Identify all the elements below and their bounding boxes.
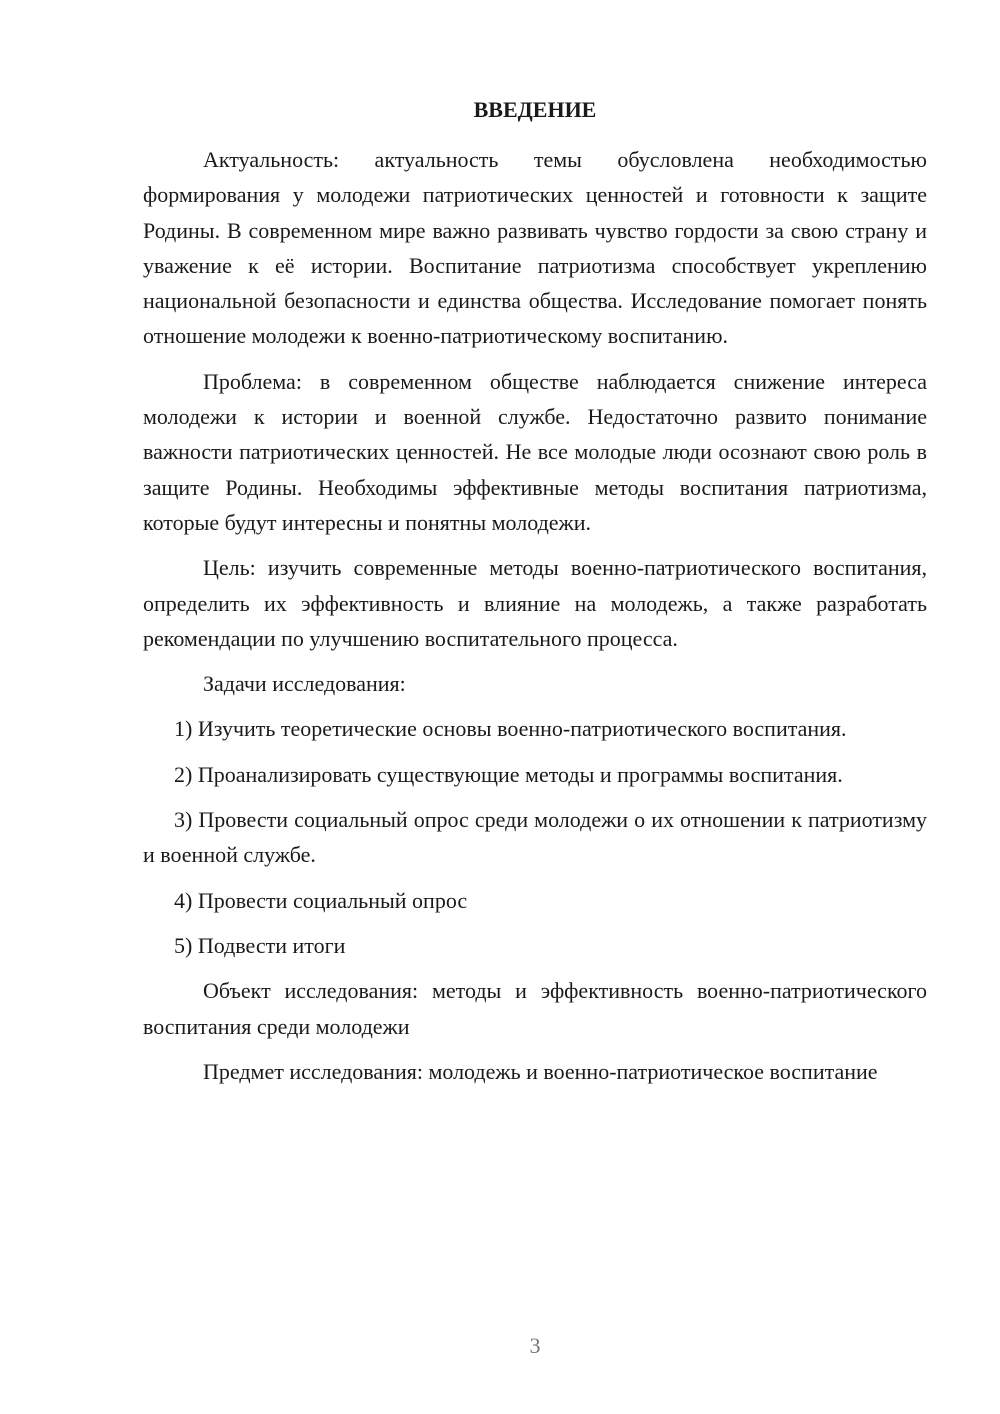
- goal-paragraph: Цель: изучить современные методы военно-патриотического воспитания, определить их эффективность и влияние на молодежь, а также разработать рекомендации по улучшению воспитательного процесса.: [143, 555, 927, 651]
- document-body: [143, 142, 927, 1099]
- task-item-4: 4) Провести социальный опрос: [174, 887, 468, 913]
- document-page: [143, 0, 927, 1414]
- subject-paragraph: Предмет исследования: молодежь и военно-патриотическое воспитание: [203, 1058, 878, 1084]
- tasks-heading: Задачи исследования:: [203, 671, 406, 697]
- relevance-paragraph: Актуальность: актуальность темы обусловлена необходимостью формирования у молодежи патриотических ценностей и готовности к защите Родины. В современном мире важно развивать чувство гордости за свою страну и уважение к её истории. Воспитание патриотизма способствует укреплению национальной безопасности и единства общества. Исследование помогает понять отношение молодежи к военно-патриотическому воспитанию.: [143, 147, 927, 349]
- task-item-3: 3) Провести социальный опрос среди молодежи о их отношении к патриотизму и военной службе.: [143, 807, 927, 868]
- page-number: 3: [529, 1333, 541, 1358]
- page-title: ВВЕДЕНИЕ: [473, 97, 597, 122]
- object-paragraph: Объект исследования: методы и эффективность военно-патриотического воспитания среди молодежи: [143, 978, 927, 1039]
- problem-paragraph: Проблема: в современном обществе наблюдается снижение интереса молодежи к истории и военной службе. Недостаточно развито понимание важности патриотических ценностей. Не все молодые люди осознают свою роль в защите Родины. Необходимы эффективные методы воспитания патриотизма, которые будут интересны и понятны молодежи.: [143, 368, 927, 535]
- task-item-2: 2) Проанализировать существующие методы и программы воспитания.: [174, 761, 843, 787]
- task-item-5: 5) Подвести итоги: [174, 932, 346, 958]
- task-item-1: 1) Изучить теоретические основы военно-патриотического воспитания.: [174, 716, 847, 742]
